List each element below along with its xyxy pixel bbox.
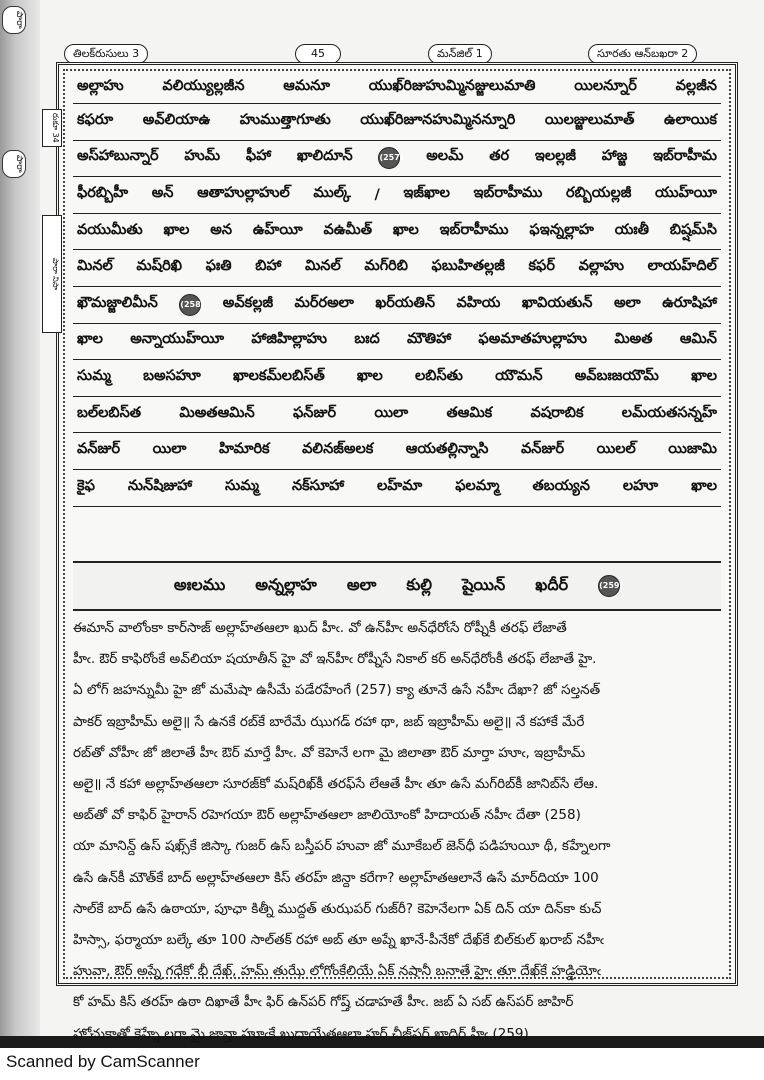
verse-word: అవ్‌బఃజయౌమ్: [574, 367, 659, 384]
translation-line: ఉసే ఉన్‌కీ మౌత్‌కే బాద్ అల్లాహ్‌తఆలా కిస్ తరహ్ జిన్దా కరేగా? అల్లాహ్‌తఆలానే ఉసే మార్‌దియా 100: [73, 869, 599, 886]
verse-word: /: [374, 186, 380, 203]
verse-word: బఅసహూ: [143, 367, 201, 384]
verse-word: వహియ: [456, 294, 501, 311]
verse-word: నున్‌షిజుహా: [127, 477, 193, 494]
verse-word: నక్‌సూహా: [291, 477, 345, 494]
book-spine: [0, 0, 40, 1048]
translation-line: కో హమ్ కిస్ తరహ్ ఉఠా దిఖాతే హీఁ ఫిర్ ఉన్‌పర్ గోష్త్ చడాహతే హీఁ. జబ్ ఏ సబ్ ఉస్‌పర్ జాహిర్: [73, 994, 574, 1011]
verse-word: ఉరూషిహా: [662, 294, 717, 311]
verse-line: [73, 324, 721, 361]
verse-line: [73, 250, 721, 287]
header-manzil: మన్‌జిల్ 1: [428, 44, 492, 64]
heading-word: కుల్లి: [406, 574, 433, 594]
verse-word: ఇబ్‌రాహీము: [473, 184, 543, 201]
verse-word: యౌమన్: [495, 367, 543, 384]
header-juz: తిలక్‌రుసులు 3: [64, 44, 148, 64]
verse-word: ఇలల్లజీ: [534, 148, 576, 165]
verse-word: వలియ్యుల్లజీన: [162, 78, 245, 94]
translation-line: అబ్‌తో వో కాఫిర్ హైరాన్ రహెగయా ఔర్ అల్లాహ్‌తఆలా జాలియోంకో హిదాయత్ నహీఁ దేతా (258): [73, 807, 581, 824]
verse-word: యిలల్: [596, 441, 636, 458]
verse-word: యిలన్నూర్: [574, 78, 637, 94]
verse-word: యఃతీ: [614, 221, 650, 238]
verse-word: కఫరూ: [77, 111, 114, 128]
verse-word: అలమ్: [426, 148, 464, 165]
verse-word: ఖాల: [392, 221, 419, 238]
verse-word: కైఫ: [77, 477, 95, 494]
text-frame: [51, 62, 738, 1042]
verse-word: ఫీహా: [245, 148, 272, 165]
verse-word: లహూ: [622, 477, 659, 494]
verse-word: ఖౌమజ్జాలిమీన్: [77, 294, 158, 311]
page-number: 45: [295, 44, 341, 64]
verse-word: వలినజ్‌అలక: [302, 441, 374, 458]
translation-line: హువా, ఔర్ అప్నే గధేకో భీ దేఖ్, హమ్ తుఝే లోగోంకేలియే ఏక్ నషానీ బనాతే హైఁ తూ దేఖ్‌కే హడ్డియోఁ: [73, 963, 601, 980]
verse-word: వల్లాహు: [578, 258, 624, 275]
verse-word: లాయహ్‌దిల్: [647, 258, 717, 275]
verse-line: [73, 470, 721, 507]
verse-word: ఖర్‌యతిన్: [375, 294, 436, 311]
heading-word: అలా: [346, 574, 377, 594]
verse-number-badge: (259): [598, 575, 620, 597]
verse-word: యిలా: [152, 441, 187, 458]
verse-line: [73, 214, 721, 251]
heading-word: ఖదీర్: [535, 574, 569, 594]
verse-word: ఫఇన్నల్లాహ: [529, 221, 594, 238]
verse-word: హుముత్తాగూతు: [239, 111, 331, 128]
para-tab: పారా నిసా: [42, 215, 62, 333]
verse-word: ఇజ్‌ఖాల: [403, 184, 450, 201]
verse-word: సుమ్మ: [77, 367, 111, 384]
verse-word: ఖాలకమ్‌లబిస్‌త్: [233, 367, 325, 384]
heading-word: అన్నల్లాహ: [255, 574, 317, 594]
verse-word: బల్‌లబిస్‌త: [77, 404, 142, 421]
verse-word: హాజ్జ: [601, 148, 628, 165]
verse-number-badge: (258): [179, 294, 201, 316]
verse-word: ఇబ్‌రాహీము: [439, 221, 509, 238]
translation-line: ఈమాన్ వాలోంకా కార్‌సాజ్ అల్లాహ్‌తఆలా ఖుద్ హీఁ. వో ఉన్‌హీఁ అన్‌ధేరోఁసే రోష్నీకీ తరఫ్ లేజాతే: [73, 620, 567, 636]
verse-line: [73, 397, 721, 434]
verse-line: [73, 73, 721, 104]
verse-word: యిలజ్జులుమాత్: [544, 111, 635, 128]
verse-word: ఇబ్‌రాహీమ: [653, 148, 717, 165]
verse-word: మిఅతఆమిన్: [179, 404, 255, 421]
verse-word: ఆమనూ: [283, 78, 331, 94]
verse-word: యుఖ్‌రిజూనహుమ్మినన్నూరి: [360, 111, 516, 128]
verse-word: బఃద: [354, 331, 380, 348]
verse-word: హుమ్: [184, 148, 221, 165]
verse-word: వన్‌జుర్: [520, 441, 565, 458]
verse-word: యుహ్‌యీ: [654, 184, 717, 201]
heading-word: అఃలము: [173, 574, 226, 594]
translation-line: సాల్‌కే బాద్ ఉసే ఉఠాయా, పూఛా కిత్నీ ముద్దత్ తుఝపర్ గుజ్‌రీ? కెహెనేలగా ఏక్ దిన్ యా దిన్‌కా కుచ్: [73, 900, 602, 917]
verse-word: వఉమీత్: [323, 221, 373, 238]
translation-line: హోచుకాతో కెహ్నే లగా మై జాన్తా హూఁకే ఖుదాయేతఆలా హర్ చీజ్‌పర్ ఖాదిర్ హీఁ (259): [73, 1025, 529, 1042]
verse-word: లమ్‌యతసన్నహ్: [621, 404, 717, 421]
verse-word: బిష్షమ్‌సి: [669, 221, 717, 238]
verse-word: ఫఃతి: [205, 258, 232, 275]
verse-word: ఫలమ్మా: [455, 477, 500, 494]
translation-line: హిస్సా, ఫర్మాయా బల్కే తూ 100 సాల్‌తక్ రహా అబ్ తూ అప్నే ఖానే-పీనేకో దేఖ్‌కే బిల్‌కుల్ ఖరాబ్ నహీఁ: [73, 932, 604, 949]
verse-word: ఉహ్‌యీ: [252, 221, 303, 238]
verse-word: ఖాల: [77, 331, 103, 348]
scanner-watermark: Scanned by CamScanner: [6, 1052, 200, 1071]
verse-word: అన: [210, 221, 232, 238]
verse-word: మౌతిహా: [407, 331, 452, 348]
verse-word: అన్నాయుహ్‌యీ: [130, 331, 225, 348]
verse-word: అలా: [613, 294, 641, 311]
verse-word: వల్లజీన: [675, 78, 717, 94]
translation-line: హీఁ. ఔర్ కాఫిరోంకే అవ్‌లియా షయాతీన్ హై వో ఇన్‌హీఁ రోష్నీసే నికాల్ కర్ అన్‌ధేరోంకీ తరఫ్ లేజాతే హై.: [73, 651, 597, 668]
verse-heading: [73, 561, 721, 611]
verse-word: తఆమిక: [446, 404, 493, 421]
verse-word: ఫన్‌జుర్: [292, 404, 337, 421]
ruku-tab: రుకూ 34: [42, 109, 62, 147]
verse-word: వషరాబిక: [530, 404, 584, 421]
verse-word: మగ్‌రిబి: [364, 258, 408, 275]
verse-word: ఫీరబ్బిహీ: [77, 184, 129, 201]
verse-word: సుమ్మ: [225, 477, 259, 494]
verse-word: ఖాల: [163, 221, 190, 238]
verse-word: అల్లాహు: [77, 78, 124, 94]
verse-word: మినల్: [304, 258, 341, 275]
verse-number-badge: (257): [378, 147, 400, 169]
verse-word: మిఅత: [614, 331, 653, 348]
verse-word: ఖాల: [691, 367, 717, 384]
verse-word: ఉలాయిక: [664, 111, 717, 128]
verse-line: [73, 433, 721, 470]
header-surah: సూరతు ఆన్‌బఖరా 2: [588, 44, 697, 64]
verse-line: [73, 104, 721, 141]
verse-word: ముల్క్: [313, 184, 351, 201]
verse-word: ఫఅమాతహుల్లాహు: [478, 331, 588, 348]
verse-word: మర్‌రఅలా: [294, 294, 354, 311]
translation-line: అలై॥ నే కహా అల్లాహ్‌తఆలా సూరజ్‌కో మష్‌రిఖ్‌కీ తరఫ్‌సే లేఆతే హీఁ తూ ఉసే మగ్‌రిబ్‌కీ జానిబ్‌సే లేఆ.: [73, 776, 599, 793]
verse-word: ఖాల: [356, 367, 383, 384]
verse-word: లబిస్‌తు: [415, 367, 463, 384]
verse-word: ఫబుహితల్లజీ: [431, 258, 505, 275]
verse-word: యుఖ్‌రిజుహుమ్మినజ్జులుమాతి: [368, 78, 536, 94]
verse-word: ఖాల: [691, 477, 717, 494]
translation-line: పాకర్ ఇబ్రాహీమ్ అలై॥ సే ఉనకే రబ్‌కే బారేమే ఝుగడ్ రహా థా, జబ్ ఇబ్రాహీమ్ అలై॥ నే కహాకే మేరే: [73, 713, 585, 730]
verse-line: [73, 287, 721, 324]
heading-word: షైయిన్: [462, 574, 506, 594]
verse-word: రబ్బియల్లజీ: [566, 184, 632, 201]
verse-word: తర: [489, 148, 510, 165]
verse-word: లహ్‌మా: [377, 477, 423, 494]
translation-line: ఏ లోగ్ జహన్నుమీ హై జో మమేషా ఉసీమే పడేరహేంగే (257) క్యా తూనే ఉసే నహీఁ దేఖా? జో సల్తనత్: [73, 682, 601, 699]
verse-line: [73, 360, 721, 397]
verse-word: ఖావియతున్: [521, 294, 593, 311]
verse-word: యిజామి: [668, 441, 717, 458]
verse-word: అన్: [151, 184, 174, 201]
verse-word: తబయ్యన: [532, 477, 590, 494]
translation-line: యా మానిన్ద్ ఉస్ షఖ్స్‌కే జిస్కా గుజర్ ఉస్ బస్తీపర్ హువా జో మూకేబల్ జెన్‌ధీ పడిహుయీ థీ, కహ్నేలగా: [73, 838, 611, 855]
verse-word: ఆమిన్: [679, 331, 717, 348]
verse-word: వన్‌జుర్: [77, 441, 121, 458]
verse-word: హిమారిక: [218, 441, 270, 458]
verse-word: యిలా: [374, 404, 409, 421]
spine-tab: పారా: [2, 150, 26, 178]
verse-word: అస్‌హాబున్నార్: [77, 148, 159, 165]
verse-line: [73, 141, 721, 178]
transliterated-verses: [73, 73, 721, 507]
translation-line: రబ్‌తో వోహీఁ జో జిలాతే హీఁ ఔర్ మార్తే హీఁ. వో కెహెనే లగా మై జిలాతా ఔర్ మార్తా హూఁ, ఇబ్రాహీమ్: [73, 744, 586, 761]
verse-line: [73, 177, 721, 214]
verse-word: బిహా: [255, 258, 282, 275]
verse-word: అవ్‌లియాఉ: [142, 111, 211, 128]
verse-word: వయుమీతు: [77, 221, 143, 238]
verse-word: ఖాలిదూన్: [296, 148, 353, 165]
verse-word: మష్‌రిఖి: [136, 258, 183, 275]
verse-word: హాజిహిల్లాహు: [251, 331, 328, 348]
verse-word: ఆయతల్లిన్నాసి: [405, 441, 489, 458]
translation-text: [73, 613, 721, 1050]
spine-tab: పారా: [2, 6, 26, 34]
verse-word: ఆతాహుల్లాహుల్: [197, 184, 290, 201]
verse-word: మినల్: [77, 258, 113, 275]
verse-word: అవ్‌కల్లజీ: [222, 294, 274, 311]
verse-word: కఫర్: [528, 258, 555, 275]
